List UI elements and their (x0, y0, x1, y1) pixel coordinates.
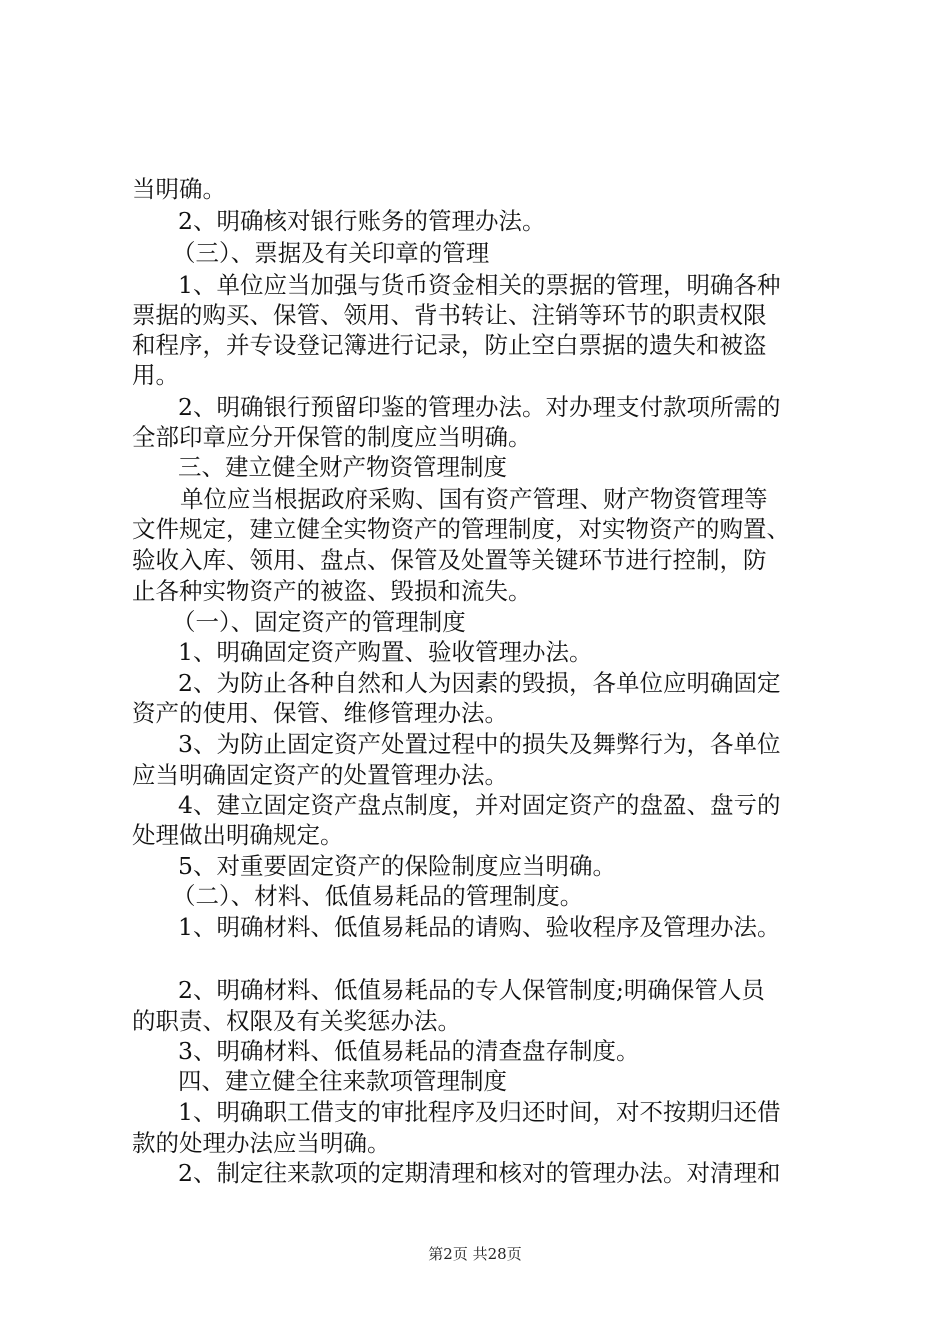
text-line: 资产的使用、保管、维修管理办法。 (132, 699, 508, 727)
text-line: 2、明确核对银行账务的管理办法。 (178, 207, 546, 235)
section-heading: （二）、材料、低值易耗品的管理制度。 (172, 882, 584, 910)
text-line: 3、明确材料、低值易耗品的清查盘存制度。 (178, 1037, 640, 1065)
page-footer: 第2页 共28页 (428, 1245, 522, 1263)
section-heading: （一）、固定资产的管理制度 (172, 608, 466, 636)
text-line: 应当明确固定资产的处置管理办法。 (132, 761, 508, 789)
section-heading: 三、建立健全财产物资管理制度 (178, 453, 507, 481)
text-line: 2、明确银行预留印鉴的管理办法。对办理支付款项所需的 (178, 393, 781, 421)
text-line: 处理做出明确规定。 (132, 821, 344, 849)
text-line: 1、明确材料、低值易耗品的请购、验收程序及管理办法。 (178, 913, 781, 941)
text-line: 票据的购买、保管、领用、背书转让、注销等环节的职责权限 (132, 301, 767, 329)
text-line: 1、单位应当加强与货币资金相关的票据的管理，明确各种 (178, 271, 781, 299)
text-line: 和程序，并专设登记簿进行记录，防止空白票据的遗失和被盗 (132, 331, 767, 359)
text-line: 止各种实物资产的被盗、毁损和流失。 (132, 577, 532, 605)
text-line: 5、对重要固定资产的保险制度应当明确。 (178, 852, 616, 880)
text-line: 2、明确材料、低值易耗品的专人保管制度;明确保管人员 (178, 976, 765, 1004)
text-line: 1、明确职工借支的审批程序及归还时间，对不按期归还借 (178, 1098, 781, 1126)
text-line: 全部印章应分开保管的制度应当明确。 (132, 423, 532, 451)
section-heading: （三）、票据及有关印章的管理 (172, 239, 490, 267)
text-line: 2、为防止各种自然和人为因素的毁损，各单位应明确固定 (178, 669, 781, 697)
text-line: 3、为防止固定资产处置过程中的损失及舞弊行为，各单位 (178, 730, 781, 758)
text-line: 2、制定往来款项的定期清理和核对的管理办法。对清理和 (178, 1159, 781, 1187)
text-line: 1、明确固定资产购置、验收管理办法。 (178, 638, 593, 666)
text-line: 的职责、权限及有关奖惩办法。 (132, 1007, 461, 1035)
text-line: 验收入库、领用、盘点、保管及处置等关键环节进行控制，防 (132, 546, 767, 574)
section-heading: 四、建立健全往来款项管理制度 (178, 1067, 507, 1095)
text-line: 用。 (132, 361, 179, 389)
text-line: 4、建立固定资产盘点制度，并对固定资产的盘盈、盘亏的 (178, 791, 781, 819)
text-line: 文件规定，建立健全实物资产的管理制度，对实物资产的购置、 (132, 515, 790, 543)
text-line: 当明确。 (132, 175, 226, 203)
text-line: 款的处理办法应当明确。 (132, 1129, 391, 1157)
text-line: 单位应当根据政府采购、国有资产管理、财产物资管理等 (180, 485, 768, 513)
